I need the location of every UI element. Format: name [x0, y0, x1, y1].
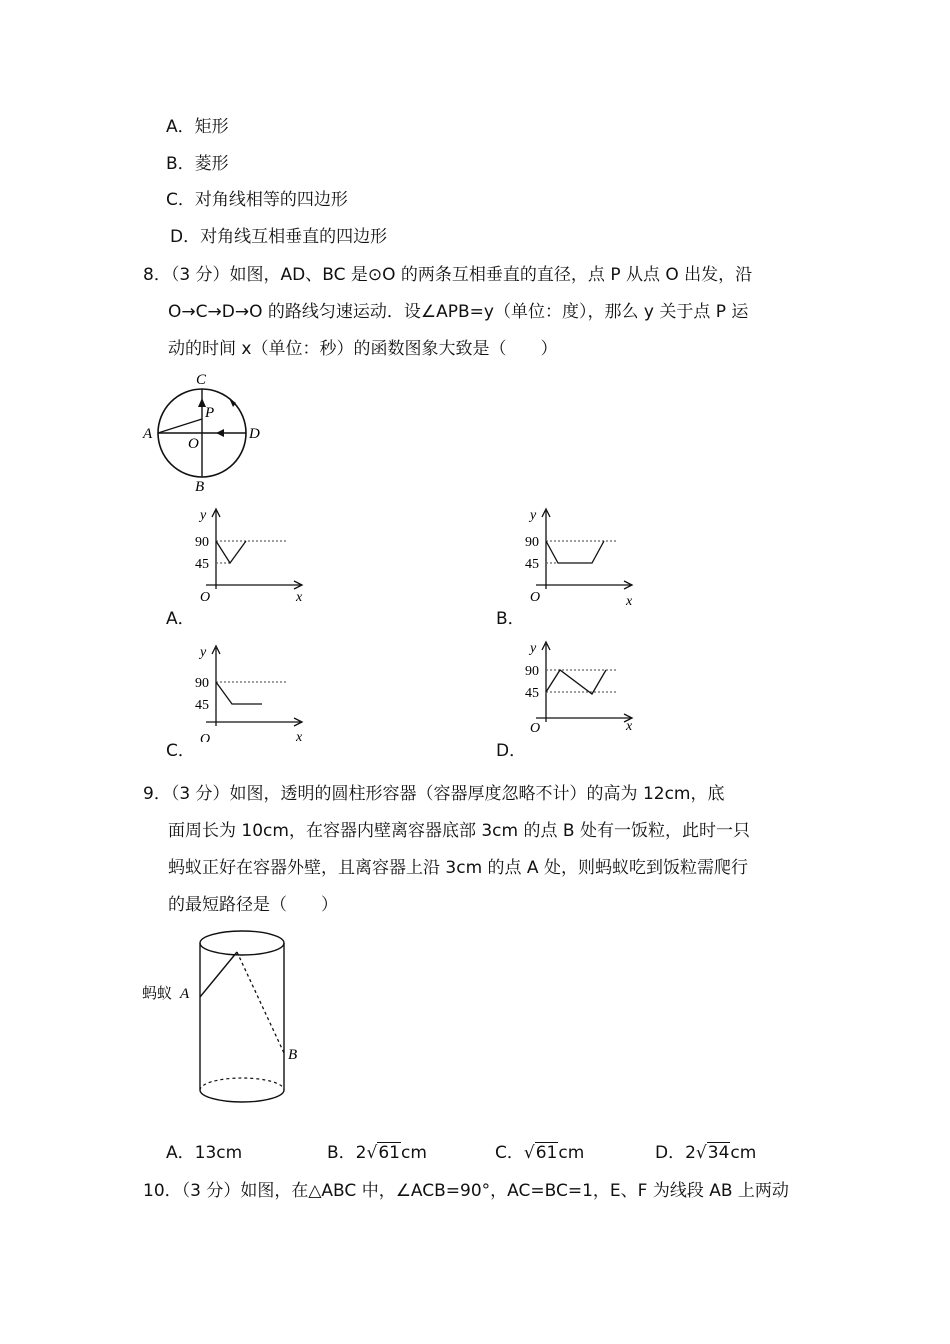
graph-c-curve	[216, 682, 262, 704]
q8-option-b: B．	[496, 609, 525, 629]
q8-stem-line-3: 动的时间 x（单位：秒）的函数图象大致是（ ）	[168, 339, 558, 359]
svg-text:90: 90	[195, 676, 209, 691]
q8-stem-line-1: 8．（3 分）如图，AD、BC 是⊙O 的两条互相垂直的直径，点 P 从点 O 出发，沿	[143, 265, 753, 285]
q9-stem-line-4: 的最短路径是（ ）	[168, 895, 338, 915]
cylinder-top	[200, 931, 284, 955]
q8-circle-figure	[140, 365, 270, 495]
svg-text:90: 90	[195, 535, 209, 550]
q9-option-c: C．√61cm	[495, 1143, 585, 1163]
segment-ap	[158, 419, 202, 433]
q8-graph-b	[520, 505, 640, 605]
label-p: P	[205, 405, 215, 421]
arrow-arc	[229, 398, 236, 407]
svg-text:y: y	[200, 645, 207, 660]
q7-option-a: A．矩形	[166, 117, 229, 137]
q9-stem-line-2: 面周长为 10cm，在容器内壁离容器底部 3cm 的点 B 处有一饭粒，此时一只	[168, 821, 750, 841]
svg-text:45: 45	[525, 557, 539, 572]
q8-option-a: A．	[166, 609, 195, 629]
q9-option-a: A．13cm	[166, 1143, 243, 1163]
q7-option-d: D．对角线互相垂直的四边形	[170, 227, 388, 247]
label-o: O	[188, 436, 199, 452]
ant-label: 蚂蚁	[142, 986, 173, 1002]
svg-text:x: x	[626, 719, 633, 734]
cylinder-bottom-back	[200, 1078, 284, 1090]
svg-text:45: 45	[195, 698, 209, 713]
cylinder-bottom-front	[200, 1090, 284, 1102]
svg-text:90: 90	[525, 664, 539, 679]
q9-stem-line-1: 9．（3 分）如图，透明的圆柱形容器（容器厚度忽略不计）的高为 12cm，底	[143, 784, 725, 804]
svg-text:y: y	[530, 641, 537, 656]
label-b: B	[288, 1047, 298, 1063]
svg-text:x: x	[626, 594, 633, 605]
q9-stem-line-3: 蚂蚁正好在容器外壁，且离容器上沿 3cm 的点 A 处，则蚂蚁吃到饭粒需爬行	[168, 858, 748, 878]
graph-d-curve	[546, 670, 606, 694]
q7-option-b: B．菱形	[166, 154, 229, 174]
svg-text:x: x	[296, 730, 303, 742]
q7-option-c: C．对角线相等的四边形	[166, 190, 348, 210]
label-c: C	[196, 372, 207, 388]
svg-text:y: y	[200, 508, 207, 523]
q8-option-c: C．	[166, 741, 195, 761]
svg-text:90: 90	[525, 535, 539, 550]
svg-text:45: 45	[525, 686, 539, 701]
path-a-to-rim	[200, 952, 237, 997]
svg-text:O: O	[200, 590, 211, 605]
q8-graph-d	[520, 638, 640, 738]
q8-stem-line-2: O→C→D→O 的路线匀速运动．设∠APB=y（单位：度），那么 y 关于点 P 运	[168, 302, 749, 322]
label-d: D	[249, 426, 260, 442]
q9-cylinder-figure	[140, 925, 320, 1110]
svg-text:O: O	[530, 590, 541, 605]
q8-graph-a	[190, 505, 310, 605]
q10-stem-line-1: 10．（3 分）如图，在△ABC 中，∠ACB=90°，AC=BC=1，E、F 为线段 AB 上两动	[143, 1181, 789, 1201]
label-b: B	[195, 479, 205, 495]
graph-a-curve	[216, 541, 246, 563]
svg-text:x: x	[296, 590, 303, 605]
q9-option-b: B．2√61cm	[327, 1143, 427, 1163]
svg-text:y: y	[530, 508, 537, 523]
q8-graph-c	[190, 642, 310, 742]
graph-b-curve	[546, 541, 604, 563]
path-rim-to-b	[237, 952, 284, 1053]
q8-option-d: D．	[496, 741, 527, 761]
label-a: A	[180, 986, 190, 1002]
label-a: A	[143, 426, 153, 442]
q9-option-d: D．2√34cm	[655, 1143, 757, 1163]
svg-text:O: O	[530, 721, 541, 736]
svg-text:45: 45	[195, 557, 209, 572]
svg-text:O: O	[200, 732, 211, 742]
arrow-left	[216, 429, 224, 437]
